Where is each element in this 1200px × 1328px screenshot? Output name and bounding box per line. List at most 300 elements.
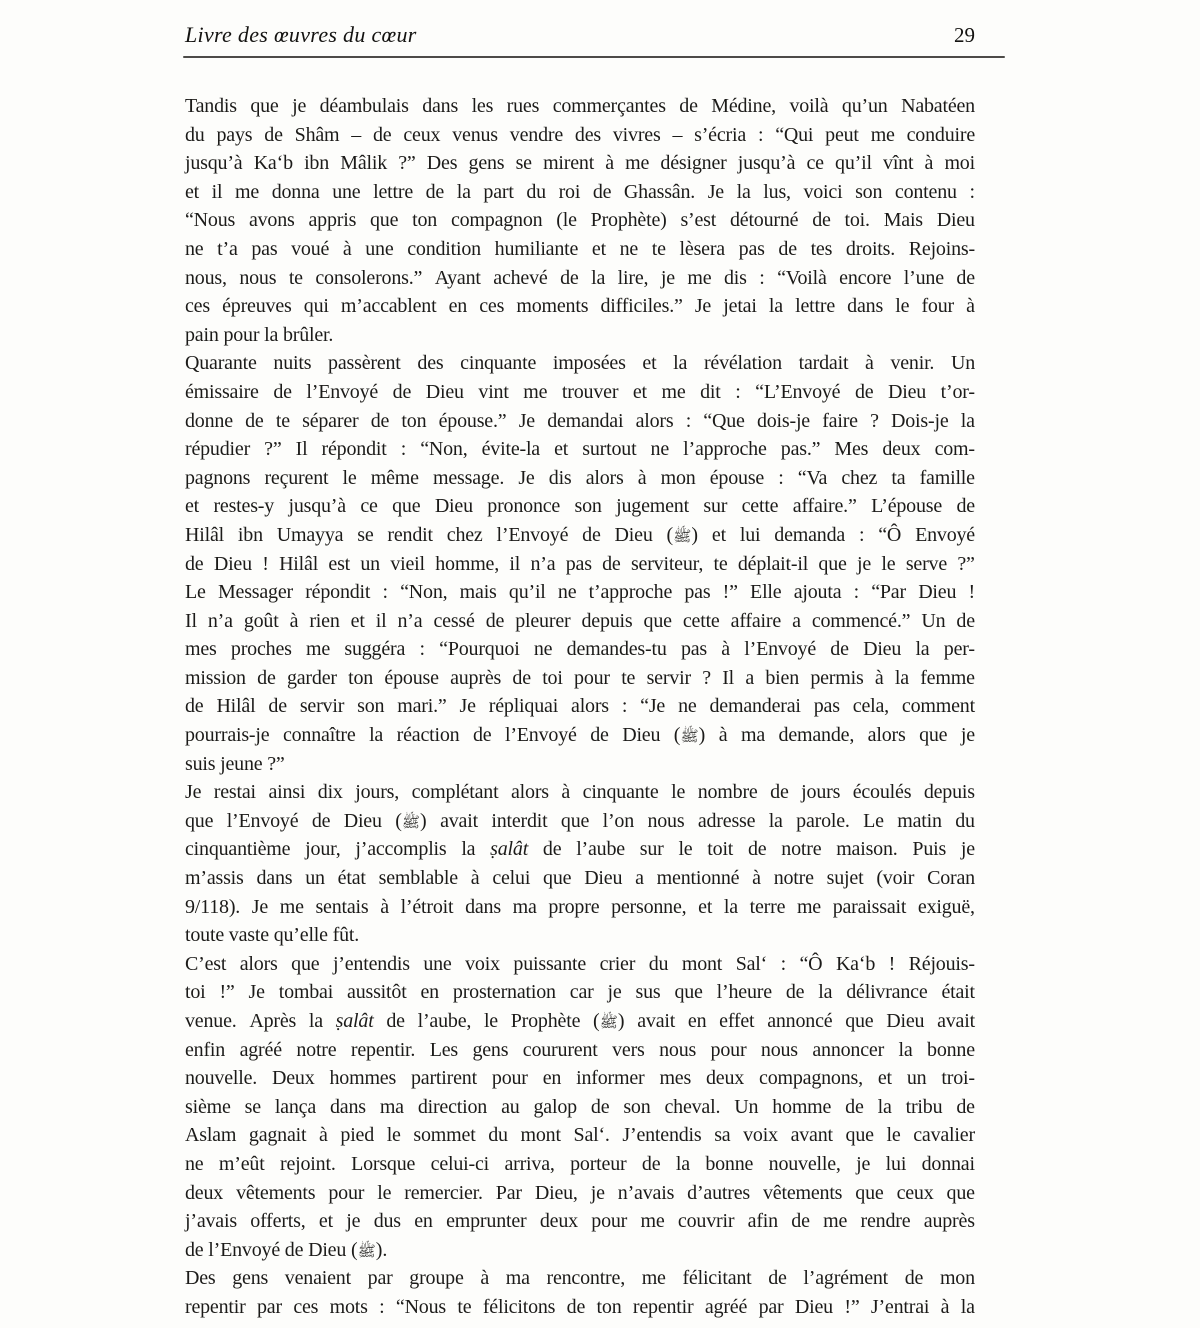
- word: :: [858, 523, 865, 546]
- word: ma: [512, 895, 537, 918]
- word: te: [457, 1295, 472, 1318]
- word: des: [574, 123, 601, 146]
- word: demandes-tu: [566, 638, 667, 661]
- word: le: [671, 781, 686, 804]
- word: serviteur,: [630, 552, 704, 575]
- word: n’a: [397, 609, 423, 632]
- word: enfin: [185, 1038, 226, 1061]
- word: la: [675, 1152, 690, 1175]
- word: du: [648, 952, 669, 975]
- word: droits.: [845, 237, 896, 260]
- word: en: [448, 295, 468, 318]
- word: son: [357, 695, 385, 718]
- word: voici: [803, 180, 843, 203]
- word: nous: [647, 809, 685, 832]
- word: cela,: [852, 695, 889, 718]
- text-line: [185, 1207, 975, 1236]
- word: alors: [239, 952, 278, 975]
- word: emprunter: [446, 1210, 527, 1233]
- word: de: [472, 724, 492, 747]
- word: gagnait: [248, 1124, 307, 1147]
- word: Il: [185, 609, 197, 632]
- word: !: [968, 581, 975, 604]
- word: que: [845, 1010, 874, 1032]
- word: et: [632, 380, 647, 403]
- word: à: [721, 638, 730, 661]
- word: “Voilà: [777, 266, 827, 289]
- word: nuits: [273, 352, 312, 375]
- word: deux: [185, 1181, 224, 1204]
- word: m’assis: [185, 867, 244, 890]
- word: ?”: [267, 752, 285, 775]
- word: ne: [650, 438, 670, 461]
- word: matin: [897, 809, 942, 832]
- word: son: [623, 1095, 651, 1118]
- word: toi: [185, 981, 206, 1004]
- word: groupe: [409, 1267, 464, 1290]
- word: je: [292, 95, 307, 117]
- word: gens: [472, 1038, 509, 1061]
- word: pas.”: [780, 438, 821, 461]
- word: demande,: [778, 724, 855, 747]
- word: chez: [446, 523, 483, 546]
- word: pas: [680, 638, 707, 661]
- word: que: [291, 952, 320, 975]
- word: parole.: [796, 809, 850, 832]
- header-rule: [183, 56, 1005, 58]
- word: Envoyé: [915, 523, 975, 546]
- word: n’a: [530, 552, 556, 575]
- word: serve: [905, 552, 948, 575]
- word: pas: [251, 237, 278, 260]
- word: sus: [635, 981, 661, 1004]
- text-line: [185, 149, 975, 178]
- word: exiguë,: [917, 895, 975, 918]
- text-line: [185, 407, 975, 436]
- word: jugement: [616, 495, 689, 518]
- word: tardait: [798, 352, 849, 375]
- page-number: 29: [954, 23, 975, 47]
- word: révélation: [703, 352, 782, 375]
- word: Je: [707, 180, 724, 203]
- word: une: [365, 237, 394, 260]
- word: notre: [296, 1038, 337, 1061]
- word: servir: [646, 666, 691, 689]
- word: que: [845, 1124, 874, 1147]
- word: de: [582, 523, 601, 546]
- word: de: [768, 1267, 787, 1290]
- word: détourné: [729, 209, 799, 232]
- word: le: [886, 1124, 901, 1147]
- word: agréé: [239, 1038, 282, 1061]
- word: alors: [511, 781, 549, 804]
- word: est: [328, 552, 351, 575]
- word: (ﷺ): [666, 523, 698, 546]
- word: s’écria: [694, 123, 747, 146]
- word: lettre: [373, 180, 413, 203]
- word: la: [369, 724, 384, 747]
- word: nous: [760, 1038, 798, 1061]
- word: de: [641, 1152, 661, 1175]
- word: répudier: [185, 438, 251, 461]
- word: J’entendis: [622, 1124, 702, 1147]
- word: encore: [839, 266, 892, 289]
- word: ne: [533, 638, 553, 661]
- word: consolerons.”: [315, 266, 423, 289]
- word: repentir.: [350, 1038, 416, 1061]
- word: (ﷺ): [673, 724, 706, 747]
- word: Lorsque: [351, 1152, 416, 1175]
- text-line: [185, 264, 975, 293]
- word: per-: [943, 638, 975, 661]
- word: –: [351, 123, 362, 146]
- word: séparer: [302, 409, 359, 432]
- word: Je: [459, 695, 476, 718]
- word: de: [904, 1267, 924, 1290]
- word: qu’un: [841, 95, 888, 117]
- word: que: [643, 609, 672, 632]
- word: la: [898, 1038, 913, 1061]
- word: effet: [719, 1010, 755, 1032]
- word: :: [400, 438, 407, 461]
- word: tombai: [278, 981, 334, 1004]
- word: à: [561, 781, 571, 804]
- word: Hilâl: [216, 695, 256, 718]
- word: repentir: [632, 1295, 694, 1318]
- word: me: [661, 380, 686, 403]
- word: l’on: [602, 809, 635, 832]
- word: de: [812, 209, 831, 232]
- text-line: [185, 178, 975, 207]
- word: que: [392, 495, 421, 518]
- word: venir.: [890, 352, 935, 375]
- word: rien: [309, 609, 340, 632]
- word: pourrais-je: [185, 724, 270, 747]
- word: Elle: [750, 581, 782, 604]
- word: car: [569, 981, 594, 1004]
- word: ton: [412, 209, 438, 232]
- word: venus: [452, 123, 498, 146]
- word: Je: [248, 981, 265, 1004]
- word: cessé: [433, 609, 475, 632]
- word: l’heure: [716, 981, 772, 1004]
- word: semblable: [378, 867, 458, 890]
- text-line: [185, 1093, 975, 1122]
- word: l’Envoyé: [226, 809, 299, 832]
- word: qui: [303, 295, 329, 318]
- word: et: [318, 1210, 333, 1233]
- word: pour: [491, 1067, 528, 1090]
- word: Umayya: [276, 523, 344, 546]
- word: brûler.: [282, 323, 334, 346]
- word: ma: [379, 1095, 404, 1118]
- word: la: [591, 266, 606, 289]
- word: Prophète: [510, 1010, 581, 1032]
- word: sa: [714, 1124, 731, 1147]
- word: adresse: [697, 809, 756, 832]
- word: Deux: [272, 1067, 315, 1090]
- word: (ﷺ): [395, 809, 427, 832]
- word: femme: [920, 666, 975, 689]
- word: j’avais: [185, 1210, 237, 1233]
- word: a: [792, 609, 801, 632]
- word: garder: [286, 666, 337, 689]
- word: rejoint.: [280, 1152, 336, 1175]
- word: du: [488, 1124, 508, 1147]
- word: !”: [722, 581, 738, 604]
- word: la: [960, 1295, 975, 1318]
- word: ainsi: [268, 781, 306, 804]
- word: du: [955, 809, 975, 832]
- word: l’étroit: [400, 895, 454, 918]
- word: goût: [243, 609, 279, 632]
- word: ces: [479, 295, 505, 318]
- word: Je: [694, 295, 712, 318]
- word: s’est: [680, 209, 717, 232]
- word: la: [456, 180, 471, 203]
- word: Dieu: [308, 1238, 347, 1261]
- word: à: [319, 1124, 328, 1147]
- word: pain: [185, 323, 219, 346]
- word: Un: [921, 609, 946, 632]
- word: pas: [738, 237, 765, 260]
- text-line: [185, 378, 975, 407]
- word: Ka‘b: [835, 952, 876, 975]
- word: voix: [743, 1124, 778, 1147]
- text-line: [185, 864, 975, 893]
- prophet-honorific-glyph: ﷺ: [673, 528, 692, 545]
- text-line: [185, 349, 975, 378]
- word: de: [185, 1238, 204, 1261]
- text-line: [185, 464, 975, 493]
- word: notre: [781, 838, 822, 861]
- text-line: [185, 664, 975, 693]
- word: (voir: [876, 867, 915, 890]
- word: nous: [239, 266, 277, 289]
- word: “Va: [797, 466, 828, 489]
- word: te: [651, 237, 666, 260]
- word: de: [185, 695, 204, 718]
- word: gens: [468, 152, 505, 175]
- word: rendre: [860, 1210, 911, 1233]
- word: hommes: [329, 1067, 397, 1090]
- word: toi: [542, 666, 563, 689]
- word: mont: [681, 952, 723, 975]
- word: jusqu’à: [288, 495, 346, 518]
- word: de: [956, 609, 975, 632]
- word: part: [483, 180, 514, 203]
- text-line: [185, 1236, 975, 1265]
- word: de: [245, 409, 264, 432]
- word: de: [592, 180, 612, 203]
- word: l’aube,: [417, 1010, 472, 1032]
- word: Dieu: [614, 523, 653, 546]
- word: troi-: [941, 1067, 975, 1090]
- word: cheval.: [664, 1095, 721, 1118]
- word: la: [915, 638, 930, 661]
- word: aussitôt: [347, 981, 407, 1004]
- word: lui: [739, 523, 761, 546]
- word: et: [642, 352, 657, 375]
- word: me: [641, 1267, 666, 1290]
- word: sur: [703, 495, 728, 518]
- word: servir: [299, 695, 345, 718]
- text-line: [185, 92, 975, 121]
- word: n’avais: [617, 1181, 675, 1204]
- word: l’Envoyé: [306, 380, 379, 403]
- text-line: [185, 550, 975, 579]
- text-line: [185, 1264, 975, 1293]
- word: de: [956, 1095, 975, 1118]
- word: Quarante: [185, 352, 257, 375]
- word: ton: [348, 666, 374, 689]
- word: l’approche: [683, 438, 767, 461]
- word: Dieu,: [534, 1181, 578, 1204]
- word: à: [380, 895, 389, 918]
- word: couvrir: [677, 1210, 735, 1233]
- word: de: [560, 266, 579, 289]
- word: partirent: [411, 1067, 477, 1090]
- word: lus,: [763, 180, 791, 203]
- word: par: [256, 1295, 282, 1318]
- word: proches: [230, 638, 292, 661]
- word: Messager: [217, 581, 293, 604]
- word: compagnon: [450, 209, 543, 232]
- word: ne: [557, 581, 577, 604]
- word: la: [768, 295, 783, 318]
- word: Je: [251, 895, 269, 918]
- word: !: [262, 552, 269, 575]
- text-line: [185, 578, 975, 607]
- word: une: [332, 180, 361, 203]
- text-line: [185, 692, 975, 721]
- word: Sal‘.: [573, 1124, 610, 1147]
- word: ?”: [957, 552, 975, 575]
- word: cinquante: [460, 352, 537, 375]
- word: le: [881, 552, 896, 575]
- word: :: [969, 180, 975, 203]
- word: Mes: [834, 438, 869, 461]
- word: mission: [185, 666, 246, 689]
- word: Coran: [927, 867, 975, 890]
- word: dans: [422, 95, 459, 117]
- word: sentais: [315, 895, 369, 918]
- word: :: [621, 695, 628, 718]
- word: la: [264, 323, 279, 346]
- word: le: [483, 1010, 498, 1032]
- word: de: [264, 123, 283, 146]
- word: même: [370, 466, 419, 489]
- word: alors: [585, 466, 624, 489]
- paragraph: [185, 1264, 975, 1321]
- word: la: [960, 409, 975, 432]
- word: venaient: [284, 1267, 351, 1290]
- word: j’accomplis: [355, 838, 447, 861]
- prophet-honorific-glyph: ﷺ: [599, 1015, 618, 1031]
- word: a: [635, 867, 644, 890]
- word: comment: [901, 695, 975, 718]
- word: informer: [576, 1067, 645, 1090]
- text-line: [185, 721, 975, 750]
- word: voix: [465, 952, 500, 975]
- word: répliquai: [488, 695, 559, 718]
- word: pied: [340, 1124, 375, 1147]
- word: mots: [329, 1295, 368, 1318]
- word: ma: [740, 724, 766, 747]
- word: un: [906, 1067, 927, 1090]
- word: était: [941, 981, 975, 1004]
- word: !: [888, 952, 896, 975]
- word: à: [289, 609, 299, 632]
- word: t’or-: [940, 380, 975, 403]
- word: prosternation: [452, 981, 556, 1004]
- word: Dieu: [888, 380, 927, 403]
- word: jeune: [220, 752, 263, 775]
- word: et: [877, 1067, 892, 1090]
- word: Il: [295, 438, 308, 461]
- word: J’entrai: [870, 1295, 930, 1318]
- word: le: [342, 466, 357, 489]
- word: n’a: [207, 609, 233, 632]
- word: félicitant: [682, 1267, 752, 1290]
- text-line: [185, 835, 975, 864]
- word: fût.: [332, 924, 360, 947]
- word: commerçantes: [552, 95, 666, 117]
- word: de: [311, 809, 331, 832]
- body-text: [185, 92, 975, 1322]
- word: difficiles.”: [600, 295, 683, 318]
- word: au: [501, 1095, 520, 1118]
- word: personne,: [611, 895, 687, 918]
- word: homme: [772, 1095, 832, 1118]
- word: en: [687, 1010, 707, 1032]
- word: Tandis: [185, 95, 237, 117]
- word: Dieu: [213, 552, 252, 575]
- word: jour,: [305, 838, 341, 861]
- word: cinquantième: [185, 838, 291, 861]
- word: famille: [919, 466, 975, 489]
- word: jusqu’à: [737, 152, 796, 175]
- word: à: [470, 867, 480, 890]
- word: ?: [870, 409, 879, 432]
- text-line: [185, 893, 975, 922]
- word: la: [723, 895, 738, 918]
- word: donna: [271, 180, 320, 203]
- word: le: [895, 295, 910, 318]
- word: Le: [863, 809, 884, 832]
- word: “Pourquoi: [439, 638, 520, 661]
- word: l’Envoyé: [208, 1238, 280, 1261]
- word: depuis: [923, 781, 975, 804]
- word: mon: [660, 466, 696, 489]
- word: de: [392, 380, 412, 403]
- text-line: [185, 121, 975, 150]
- text-line: [185, 750, 975, 779]
- word: épouse.”: [438, 409, 507, 432]
- word: vers: [612, 1038, 645, 1061]
- word: te: [621, 666, 636, 689]
- text-line: [185, 807, 975, 836]
- text-line: [185, 1064, 975, 1093]
- word: réaction: [396, 724, 460, 747]
- word: notre: [773, 867, 814, 890]
- word: rencontre,: [546, 1267, 625, 1290]
- word: son: [855, 180, 883, 203]
- word: ce: [360, 495, 378, 518]
- word: surtout: [582, 438, 637, 461]
- word: ton: [596, 1295, 622, 1318]
- word: “L’Envoyé: [755, 380, 841, 403]
